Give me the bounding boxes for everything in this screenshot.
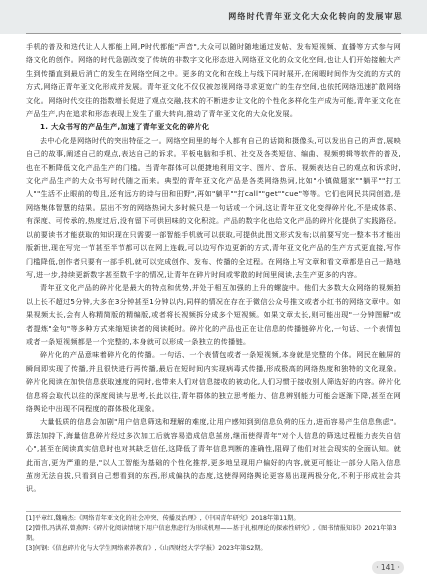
footnote-3: [3]何钢:《信息碎片化与大学生网络素养教育》,《山西财经大学学报》2023年第S2期。 — [26, 545, 267, 552]
running-title: 网络时代青年亚文化大众化转向的发展审思 — [228, 12, 403, 21]
section-heading: 1. 大众书写的产品生产,加速了青年亚文化的碎片化 — [40, 122, 210, 132]
footnote-divider — [26, 511, 401, 512]
paragraph-3: 青年亚文化产品的碎片化是最大的特点和优势,并处于相互加强的上升的螺旋中。他们大多数大众网络的视频拍以上长不超过5分钟,大多在3分钟甚至1分钟以内,同样的情况在存在于微信公众号推文或者小红书的网络文章中。如果视频太长,会有人称精简版的精编版,或者将长视频拆分成多个短视频。如果文章太长,则可能出现"一分钟图解"或者提炼"金句"等多种方式来缩短读者的阅读耗时。碎片化的产品也正在让信息的传播链碎片化,一句话、一个表情包或者一条短视频都是一个完整的,本身就可以形成一条独立的传播链。 — [26, 283, 401, 346]
footnote-2: [2]曾伟,冯洪祥,曾燕辉:《碎片化阅读情境下用户信息焦虑行为形成机理——基于扎根理论的探索性研究》,《图书情报知识》2021年第3期。 — [26, 525, 397, 542]
footnote-1: [1]平章红,魏喻杰:《网络青年亚文化的社会冲突、传播及治理》,《中国青年研究》2018年第11期。 — [26, 515, 300, 522]
paragraph-2: 去中心化是网络时代的突出特征之一。网络空间里的每个人都有自己的话筒和摄像头,可以发出自己的声音,展映自己的故事,阐述自己的观点,表达自己的诉求。平板电脑和手机、社交及各类短信、编曲、视频剪辑等软件的普及,也在不断降低文化产品生产的门槛。当青年群体可以便捷地利用文字、图片、音乐、视频表达自己的观点和诉求时,文化产品生产的大众书写时代随之而来。典型的青年亚文化产品是各类网络热词,比如"小镇做题家""躺平""打工人""生活不止眼前的苟且,还有远方的诗与田和田野",再如"躺平""打call""get""cue"等等。它们也网民共同创造,是网络集体智慧的结果。层出不穷的网络热词大多时候只是一句话或一个词,这让青年亚文化变得碎片化,不是成体系、有深度、可传承的,热度过后,没有留下可供回味的文化积淀。产品的数字化也给文化产品的碎片化提供了实践路径。以前要读书才能获取的知识现在只需要一部智能手机就可以获取,可提供此图文形式发布;以前要写完一整本书才能出版新世,现在写完一节甚至半节都可以在网上连载,可以边写作边更新的方式,青年亚文化产品的生产方式更直接,写作门槛降低,创作者只要有一部手机,就可以完成创作、发布、传播的全过程。在网络上写文章和看文章都是自己一路地写,进一步,持续更新数字甚至数千字的情况,让青年在碎片时间或零散的时间里阅读,去生产更多的内容。 — [26, 135, 401, 279]
header-rule — [26, 33, 401, 34]
page-number: · 141 · — [372, 561, 404, 574]
article-body — [26, 40, 401, 496]
paragraph-4: 碎片化的产品意味着碎片化的传播。一句话、一个表情包或者一条短视频,本身就是完整的个体。网民在触屏的瞬间即实现了传播,并且很快进行再传播,最后在短时间内实现病毒式传播,形成极高的网络热度和独特的文化现象。碎片化阅读在加快信息获取速度的同时,也带来人们对信息接收的被动化,人们习惯于接收别人筛选好的内容。碎片化信息将会取代以往的深度阅读与思考,长此以往,青年群体的独立思考能力、信息辨别能力可能会逐渐下降,甚至在网络舆论中出现不同程度的群体极化现象。 — [26, 350, 401, 413]
paragraph-5: 大量低质的信息会加剧"用户信息筛选和理解的难度,让用户感知到到信息负荷的压力,进而容易产生信息焦虑"。算法加持下,海量信息碎片经过多次加工后就容易造成信息茧房,继而使得青年"对个人信息的筛选过程能力丧失自信心",甚至在阅读真实信息时也对其缺乏信任,这降低了青年信息判断的准确性,阻碍了他们对社会现实的全面认知。就此而言,更为严重的是,"以人工智能为基础的个性化推荐,更多地呈现用户偏好的内容,就更可能让一部分人陷入信息茧房无法自拔,只看到自己想看到的东西,形成偏执的态度,这使得网络舆论更容易出现两极分化,不利于形成社会共识。 — [26, 417, 401, 494]
running-header — [0, 0, 427, 34]
footnotes — [26, 514, 401, 554]
paragraph-1: 手机的普及和迭代让人人都能上网,P时代都能"声音",大众可以随时随地通过发帖、发布短视频、直播等方式参与网络文化的创作。网络的时代急剧改变了传统的非数字文化形态进入网络亚文化的众文化空间,也让人们开始接触大产生到传播直到最后消亡的发生在网络空间之中。更多的文化和在线上与线下同时展开,在闲暇时间作为交流的方式的方式,网络正青年亚文化形成并发展。青年亚文化不仅仅被忽视网络寻求更宽广的生存空间,也依托网络迅速扩散网络文化。网络时代交往的指数增长促进了观点交融,技术的不断进步让文化的个性化多样化生产成为可能,青年亚文化在产品生产,内在追求和形态表现上发生了重大转向,推动了青年亚文化的大众化发展。 — [26, 42, 401, 119]
